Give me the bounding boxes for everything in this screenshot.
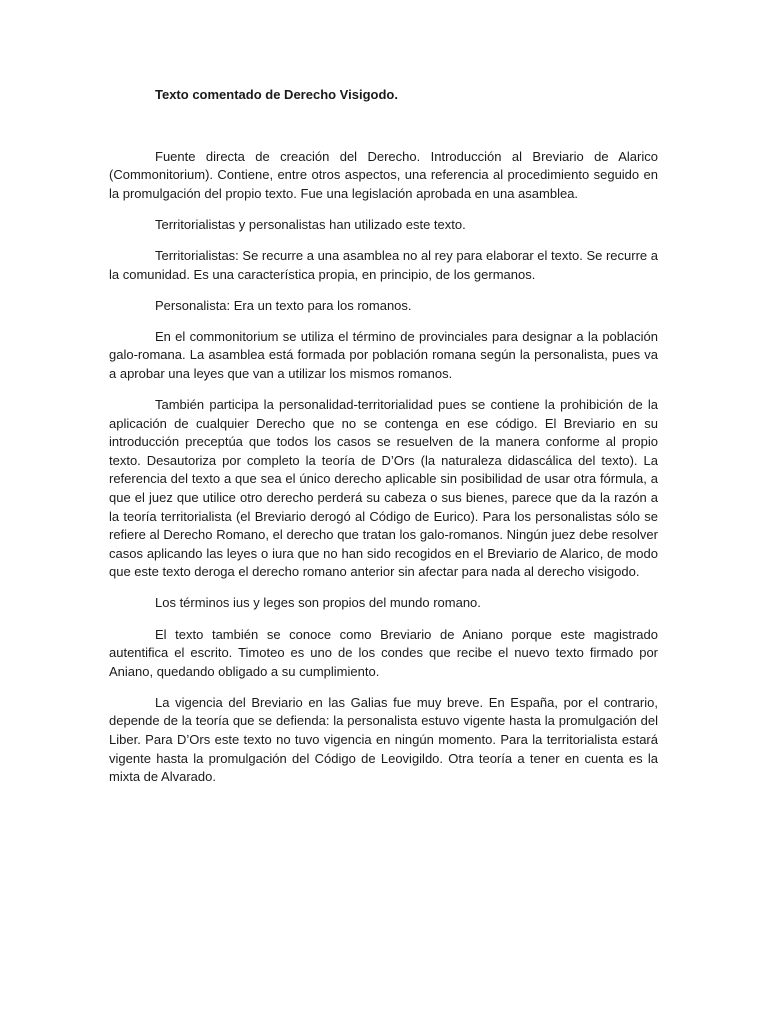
document-title: Texto comentado de Derecho Visigodo. [155,87,398,102]
paragraph-personalista: Personalista: Era un texto para los romanos. [155,297,412,313]
paragraph-fuente-directa: Fuente directa de creación del Derecho. Introducción al Breviario de Alarico (Commonitorium). Contiene, entre otros aspectos, una referencia al procedimiento seguido en la promulgación del propio texto. Fue una legislación aprobada en una asamblea. [109,148,658,201]
paragraph-vigencia: La vigencia del Breviario en las Galias fue muy breve. En España, por el contrario, depende de la teoría que se defienda: la personalista estuvo vigente hasta la promulgación del Liber. Para D’Ors este texto no tuvo vigencia en ningún momento. Para la territorialista estará vigente hasta la promulgación del Código de Leovigildo. Otra teoría a tener en cuenta es la mixta de Alvarado. [109,694,658,785]
document-body [109,86,658,799]
paragraph-territorialistas-personalistas: Territorialistas y personalistas han utilizado este texto. [155,216,466,232]
paragraph-breviario-aniano: El texto también se conoce como Breviario de Aniano porque este magistrado autentifica el escrito. Timoteo es uno de los condes que recibe el nuevo texto firmado por Aniano, quedando obligado a su cumplimiento. [109,626,658,679]
paragraph-personalidad-territorialidad: También participa la personalidad-territorialidad pues se contiene la prohibición de la aplicación de cualquier Derecho que no se contenga en ese código. El Breviario en su introducción preceptúa que todos los casos se resuelven de la manera conforme al propio texto. Desautoriza por completo la teoría de D’Ors (la naturaleza didascálica del texto). La referencia del texto a que sea el único derecho aplicable sin posibilidad de usar otra fórmula, a que el juez que utilice otro derecho perderá su cabeza o sus bienes, parece que da la razón a la teoría territorialista (el Breviario derogó al Código de Eurico). Para los personalistas sólo se refiere al Derecho Romano, el derecho que tratan los galo-romanos. Ningún juez debe resolver casos aplicando las leyes o iura que no han sido recogidos en el Breviario de Alarico, de modo que este texto deroga el derecho romano anterior sin afectar para nada al derecho visigodo. [109,397,658,580]
paragraph-ius-leges: Los términos ius y leges son propios del mundo romano. [155,595,481,611]
paragraph-territorialistas: Territorialistas: Se recurre a una asamblea no al rey para elaborar el texto. Se recurre a la comunidad. Es una característica propia, en principio, de los germanos. [109,247,658,282]
paragraph-commonitorium: En el commonitorium se utiliza el término de provinciales para designar a la población galo-romana. La asamblea está formada por población romana según la personalista, pues va a aprobar una leyes que van a utilizar los mismos romanos. [109,328,658,381]
